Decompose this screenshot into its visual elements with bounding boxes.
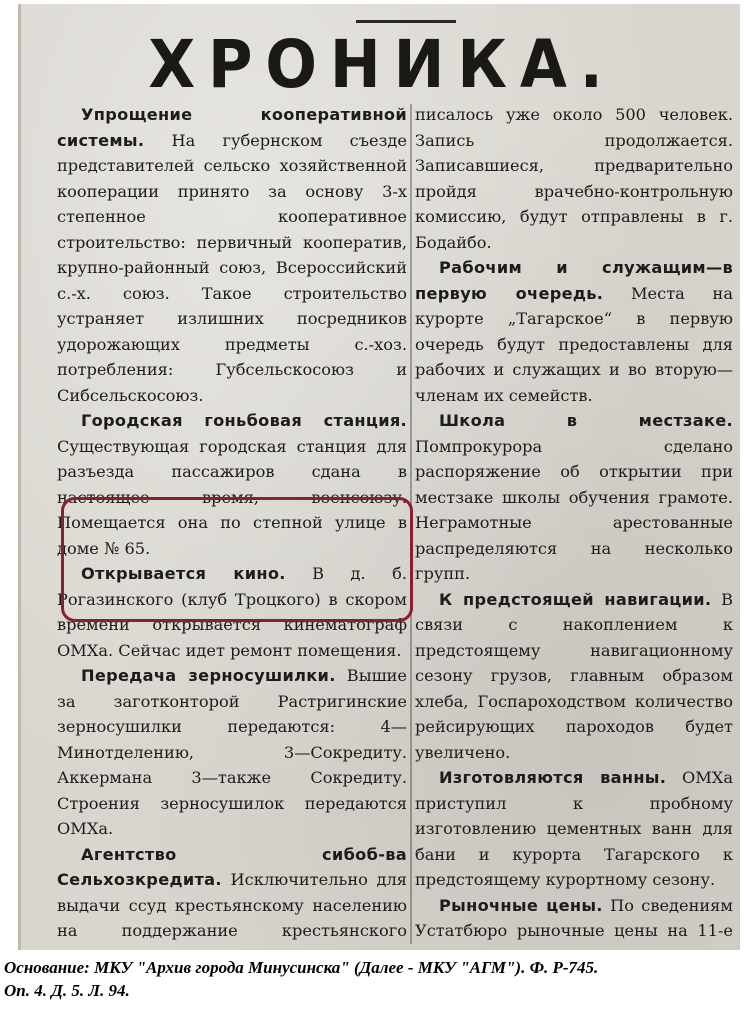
article-body: Исключительно для выдачи ссуд крестьянскому населению на поддержание крестьянского	[57, 870, 407, 940]
article-heading: Открывается кино.	[81, 564, 286, 583]
article-navigation	[415, 587, 733, 766]
caption-line-2: Оп. 4. Д. 5. Л. 94.	[4, 981, 130, 1000]
article-prices	[415, 893, 733, 943]
article-heading: Упрощение кооперативной системы.	[57, 105, 407, 150]
article-heading: Рыночные цены.	[439, 895, 603, 915]
article-body: На губернском съезде представителей сельско хозяйственной кооперации принято за основу 3-х степенное кооперативное строительство: первичный кооператив, крупно-районный союз, Всероссийский с.-х. союз. Такое строительство устраняет излишних посредников удорожающих предметы с.-хоз. потребления: Губсельскосоюз и Сибсельскосоюз.	[57, 130, 407, 405]
article-body: Вышие за заготконторой Растригинские зерносушилки передаются: 4—Минотделению, 3—Сокредиту. Аккермана 3—также Сокредиту. Строения зерносушилок передаются ОМХа.	[57, 666, 407, 838]
article-dryer	[57, 663, 407, 842]
article-heading: Передача зерносушилки.	[81, 666, 336, 685]
article-body: В связи с накоплением к предстоящему навигационному сезону грузов, главным образом хлеба, Госпароходством количество рейсирующих пароходов будет увеличено.	[415, 589, 733, 762]
article-heading: Городская гоньбовая станция.	[81, 411, 407, 430]
article-resort	[415, 255, 733, 408]
article-heading: Рабочим и служащим—в первую очередь.	[415, 258, 733, 303]
article-heading: К предстоящей навигации.	[439, 589, 712, 609]
caption-line-1: Основание: МКУ "Архив города Минусинска" (Далее - МКУ "АГМ"). Ф. Р-745.	[4, 958, 599, 977]
article-body: Помпрокурора сделано распоряжение об открытии при местзаке школы обучения грамоте. Неграмотные арестованные распределяются на несколько групп.	[415, 436, 733, 583]
top-rule	[356, 20, 456, 23]
article-body: Места на курорте „Тагарское“ в первую очередь будут предоставлены для рабочих и служащих и во вторую—членам их семейств.	[415, 283, 733, 405]
article-cooperative	[57, 102, 407, 408]
article-body: По сведениям Устатбюро рыночные цены на 11-е	[415, 895, 733, 940]
article-continuation	[415, 102, 733, 255]
article-heading: Школа в местзаке.	[439, 411, 733, 430]
highlight-box	[61, 497, 413, 622]
article-body: Существующая городская станция для разъезда пассажиров сдана в настоящее время, военсоюзу. Помещается она по степной улице в доме № 65.	[57, 436, 407, 558]
article-credit	[57, 842, 407, 943]
right-column	[415, 102, 733, 942]
article-body: В д. б. Рогазинского (клуб Троцкого) в скором времени открывается кинематограф ОМХа. Сейчас идет ремонт помещения.	[57, 564, 407, 660]
article-baths	[415, 765, 733, 893]
newspaper-clipping	[18, 4, 740, 950]
archive-caption	[4, 956, 744, 1002]
masthead-title: ХРОНИКА.	[148, 26, 616, 103]
article-heading: Агентство сибоб-ва Сельхозкредита.	[57, 844, 407, 889]
article-heading: Изготовляются ванны.	[439, 768, 667, 787]
article-school	[415, 408, 733, 587]
article-body: ОМХа приступил к пробному изготовлению цементных ванн для бани и курорта Тагарского к предстоящему курортному сезону.	[415, 768, 733, 889]
article-body: писалось уже около 500 человек. Запись продолжается. Записавшиеся, предварительно пройдя врачебно-контрольную комиссию, будут отправлены в г. Бодайбо.	[415, 105, 733, 252]
